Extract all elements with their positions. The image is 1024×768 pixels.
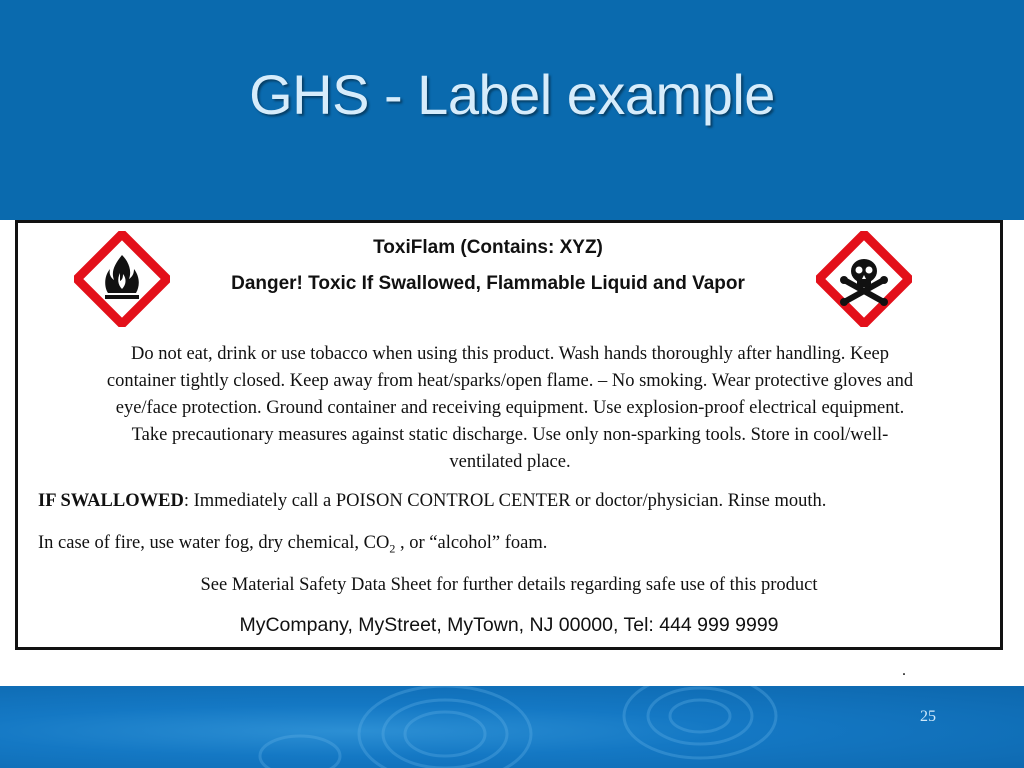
msds-reference: See Material Safety Data Sheet for further details regarding safe use of this product <box>200 575 818 595</box>
fire-text-end: , or “alcohol” foam. <box>395 533 548 553</box>
slide-header <box>0 0 1024 220</box>
precaution-line: container tightly closed. Keep away from heat/sparks/open flame. – No smoking. Wear protective gloves and <box>106 371 914 391</box>
slide-number: 25 <box>920 708 936 725</box>
precautionary-statements <box>20 341 1000 476</box>
flame-pictogram-icon <box>74 231 170 327</box>
slide-title: GHS - Label example <box>249 63 775 126</box>
if-swallowed-text: : Immediately call a POISON CONTROL CENTER or doctor/physician. Rinse mouth. <box>183 491 827 511</box>
first-aid-statement <box>38 491 826 512</box>
fire-text: In case of fire, use water fog, dry chemical, CO <box>38 533 390 553</box>
precaution-line: Take precautionary measures against static discharge. Use only non-sparking tools. Store in cool/well- <box>131 425 889 445</box>
signal-word-hazard-statement: Danger! Toxic If Swallowed, Flammable Liquid and Vapor <box>231 273 745 294</box>
footnote-dot: . <box>902 662 906 679</box>
slide-footer <box>0 686 1024 768</box>
ghs-label <box>15 220 1003 650</box>
if-swallowed-heading: IF SWALLOWED <box>38 491 184 511</box>
skull-crossbones-pictogram-icon <box>816 231 912 327</box>
precaution-line: ventilated place. <box>449 452 571 472</box>
fire-response-statement <box>38 533 547 557</box>
supplier-identification: MyCompany, MyStreet, MyTown, NJ 00000, Tel: 444 999 9999 <box>239 614 779 636</box>
precaution-line: eye/face protection. Ground container and receiving equipment. Use explosion-proof electrical equipment. <box>115 398 905 418</box>
product-name: ToxiFlam (Contains: XYZ) <box>373 237 603 258</box>
co2-subscript: 2 <box>389 541 396 556</box>
precaution-line: Do not eat, drink or use tobacco when using this product. Wash hands thoroughly after handling. Keep <box>130 344 890 364</box>
water-ripple-decoration <box>0 686 1024 768</box>
